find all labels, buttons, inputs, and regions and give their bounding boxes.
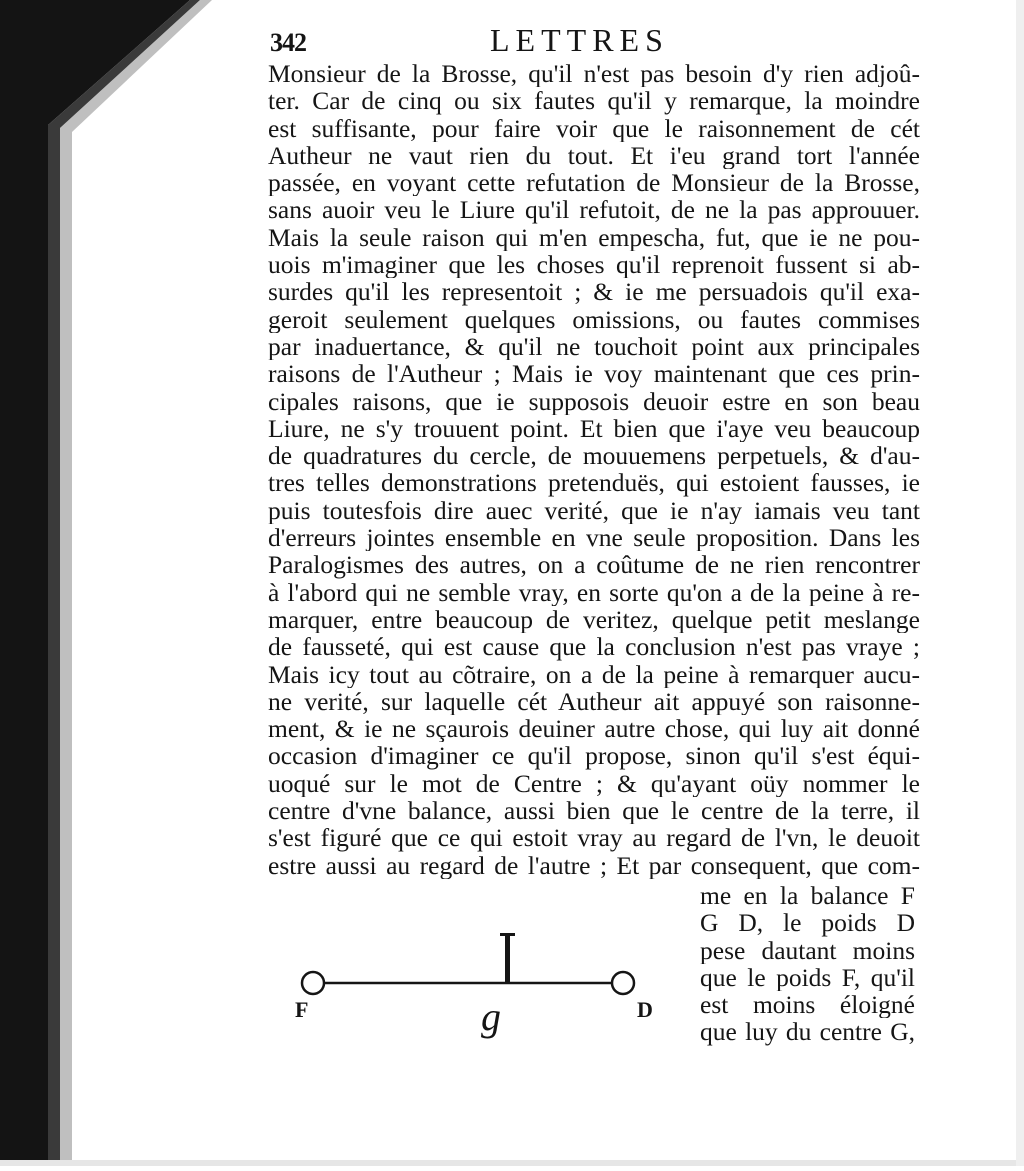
text-line: Paralogismes des autres, on a coûtume de ne rien rencontrer xyxy=(268,551,920,579)
text-line: cipales raisons, que ie supposois deuoir estre en son beau xyxy=(268,387,920,415)
text-line: s'est figuré que ce qui estoit vray au regard de l'vn, le deuoit xyxy=(268,824,920,852)
text-line: est suffisante, pour faire voir que le raisonnement de cét xyxy=(268,114,920,142)
weight-d-circle xyxy=(612,972,634,994)
text-line: geroit seulement quelques omissions, ou fautes commises xyxy=(268,305,920,333)
text-line: ment, & ie ne sçaurois deuiner autre chose, qui luy ait donné xyxy=(268,715,920,743)
text-line: occasion d'imaginer ce qu'il propose, sinon qu'il s'est équi- xyxy=(268,742,920,770)
balance-figure xyxy=(285,925,685,1055)
body-text xyxy=(268,60,920,879)
page-number: 342 xyxy=(270,28,306,57)
balance-pivot xyxy=(505,933,510,983)
figure-label-d: D xyxy=(637,997,653,1022)
side-text-line: que le poids F, qu'il xyxy=(700,963,915,992)
pivot-cap xyxy=(500,933,515,936)
side-text-line: G D, le poids D xyxy=(700,909,915,937)
text-line: Mais la seule raison qui m'en empescha, fut, que ie ne pou- xyxy=(268,223,920,252)
text-line: d'erreurs jointes ensemble en vne seule proposition. Dans les xyxy=(268,524,920,552)
weight-f-circle xyxy=(302,972,324,994)
side-text-line: est moins éloigné xyxy=(700,991,915,1019)
running-title: LETTRES xyxy=(490,22,669,58)
figure-side-text xyxy=(700,882,915,1046)
text-line: uoqué sur le mot de Centre ; & qu'ayant oüy nommer le xyxy=(268,769,920,798)
text-line: Monsieur de la Brosse, qu'il n'est pas besoin d'y rien adjoû- xyxy=(268,60,920,88)
side-text-line: me en la balance F xyxy=(700,882,915,910)
text-line: passée, en voyant cette refutation de Monsieur de la Brosse, xyxy=(268,169,920,197)
text-line: à l'abord qui ne semble vray, en sorte qu'on a de la peine à re- xyxy=(268,578,920,606)
text-line: sans auoir veu le Liure qu'il refutoit, de ne la pas approuuer. xyxy=(268,196,920,224)
page-header xyxy=(270,22,930,62)
text-line: surdes qu'il les representoit ; & ie me persuadois qu'il exa- xyxy=(268,278,920,306)
figure-label-g: g xyxy=(481,994,501,1039)
text-line: ter. Car de cinq ou six fautes qu'il y remarque, la moindre xyxy=(268,87,920,115)
text-line: uois m'imaginer que les choses qu'il reprenoit fussent si ab- xyxy=(268,251,920,279)
text-line: de fausseté, qui est cause que la conclusion n'est pas vraye ; xyxy=(268,633,920,661)
text-line: par inaduertance, & qu'il ne touchoit point aux principales xyxy=(268,332,920,361)
text-line: puis toutesfois dire auec verité, que ie n'ay iamais veu tant xyxy=(268,496,920,525)
figure-label-f: F xyxy=(295,997,309,1022)
side-text-line: que luy du centre G, xyxy=(700,1018,915,1046)
text-line: centre d'vne balance, aussi bien que le centre de la terre, il xyxy=(268,797,920,825)
text-line: estre aussi au regard de l'autre ; Et par consequent, que com- xyxy=(268,851,920,879)
text-line: tres telles demonstrations pretenduës, qui estoient fausses, ie xyxy=(268,469,920,497)
text-line: Liure, ne s'y trouuent point. Et bien que i'aye veu beaucoup xyxy=(268,414,920,443)
text-line: ne verité, sur laquelle cét Autheur ait appuyé son raisonne- xyxy=(268,687,920,716)
text-line: Mais icy tout au cõtraire, on a de la peine à remarquer aucu- xyxy=(268,660,920,688)
text-line: de quadratures du cercle, de mouuemens perpetuels, & d'au- xyxy=(268,442,920,470)
text-line: marquer, entre beaucoup de veritez, quelque petit meslange xyxy=(268,605,920,634)
side-text-line: pese dautant moins xyxy=(700,936,915,964)
text-line: raisons de l'Autheur ; Mais ie voy maintenant que ces prin- xyxy=(268,360,920,388)
text-line: Autheur ne vaut rien du tout. Et i'eu grand tort l'année xyxy=(268,141,920,170)
